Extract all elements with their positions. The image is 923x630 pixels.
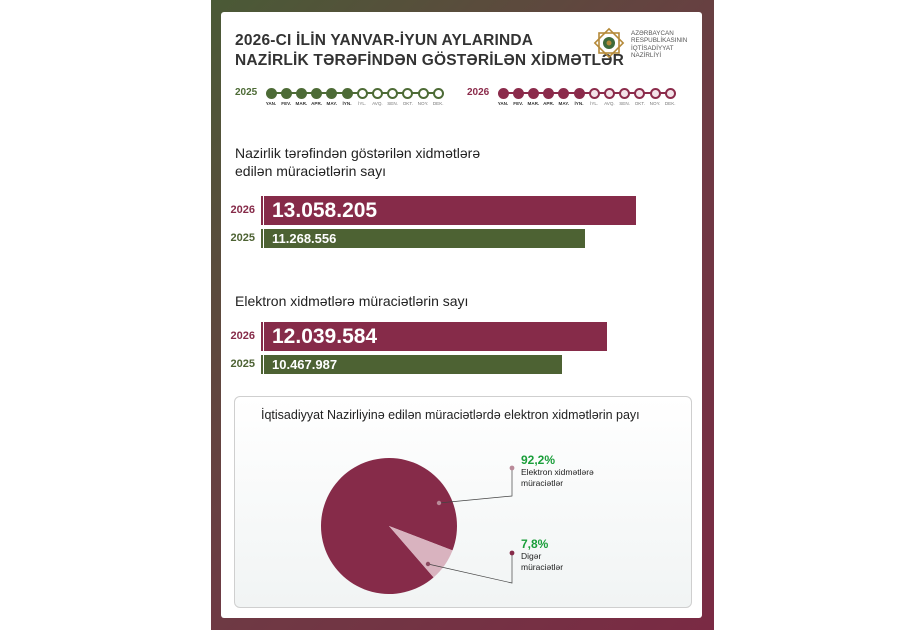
pie-chart: [235, 397, 691, 607]
timeline-month-dot: [387, 88, 398, 99]
timeline-year-label: 2026: [467, 87, 490, 98]
timeline-month-dot: [513, 88, 524, 99]
timeline-month-label: DEK.: [664, 101, 676, 106]
slice-label-other: 7,8% Digər müraciətlər: [521, 537, 564, 572]
infographic-card: [221, 12, 702, 618]
pie-title: İqtisadiyyat Nazirliyinə edilən müraciətlərdə elektron xidmətlərin payı: [261, 408, 640, 422]
timeline-month-dot: [418, 88, 429, 99]
leader-anchor-dot: [426, 562, 430, 566]
ministry-emblem-icon: [592, 26, 626, 60]
timeline-month-dot: [311, 88, 322, 99]
timeline-month-dot: [281, 88, 292, 99]
timeline-month-dot: [266, 88, 277, 99]
timeline-month-label: SEN.: [619, 101, 630, 106]
timeline-2026: [467, 87, 682, 109]
bar-value-label: 12.039.584: [272, 325, 378, 348]
leader-end-dot: [510, 466, 515, 471]
timeline-month-label: FEV.: [513, 101, 524, 106]
timeline-month-dot: [604, 88, 615, 99]
page-title-line2: NAZİRLİK TƏRƏFİNDƏN GÖSTƏRİLƏN XİDMƏTLƏR: [235, 52, 624, 69]
timeline-month-label: İYN.: [574, 101, 584, 106]
timeline-month-dot: [619, 88, 630, 99]
timeline-year-label: 2025: [235, 87, 258, 98]
timeline-month-label: MAR.: [295, 101, 308, 106]
timeline-month-dot: [543, 88, 554, 99]
timeline-month-label: OKT.: [634, 101, 645, 106]
leader-end-dot: [510, 551, 515, 556]
bar-axis: [261, 229, 263, 248]
ministry-name: AZƏRBAYCAN RESPUBLİKASININ İQTİSADİYYAT NAZİRLİYİ: [631, 30, 688, 60]
timeline-month-dot: [402, 88, 413, 99]
pie-panel: [234, 396, 692, 608]
timeline-month-dot: [296, 88, 307, 99]
timeline-month-label: OKT.: [402, 101, 413, 106]
leader-anchor-dot: [437, 501, 441, 505]
bar-axis: [261, 196, 263, 225]
slice-pct-electronic: 92,2%: [521, 453, 556, 467]
timeline-month-label: APR.: [543, 101, 555, 106]
timeline-month-dot: [357, 88, 368, 99]
timeline-month-dot: [558, 88, 569, 99]
timeline-month-label: MAR.: [527, 101, 540, 106]
timeline-month-label: AVQ.: [604, 101, 615, 106]
timeline-month-dot: [433, 88, 444, 99]
bar-chart-2: [221, 320, 702, 380]
bar-axis: [261, 322, 263, 351]
timeline-month-label: NOY.: [417, 101, 429, 106]
page-title-line1: 2026-CI İLİN YANVAR-İYUN AYLARINDA: [235, 32, 534, 49]
bar-2026: [264, 196, 636, 225]
timeline-month-dot: [342, 88, 353, 99]
timeline-month-dot: [498, 88, 509, 99]
timeline-month-dot: [634, 88, 645, 99]
bar-year-label: 2025: [230, 358, 255, 370]
timeline-month-label: MAY.: [558, 101, 570, 106]
timeline-month-dot: [665, 88, 676, 99]
timeline-month-label: YAN.: [265, 101, 277, 106]
timeline-month-dot: [326, 88, 337, 99]
bar-value-label: 13.058.205: [272, 199, 378, 222]
timeline-month-label: AVQ.: [372, 101, 383, 106]
timeline-month-label: YAN.: [497, 101, 509, 106]
timeline-month-label: İYL.: [358, 101, 367, 106]
timeline-month-label: İYL.: [590, 101, 599, 106]
bar-year-label: 2025: [230, 232, 255, 244]
timeline-month-dot: [372, 88, 383, 99]
timeline-month-label: SEN.: [387, 101, 398, 106]
timeline-month-dot: [589, 88, 600, 99]
timeline-month-label: İYN.: [342, 101, 352, 106]
bar-value-label: 11.268.556: [272, 231, 337, 246]
bar-axis: [261, 355, 263, 374]
bar-year-label: 2026: [230, 204, 255, 216]
timeline-month-label: MAY.: [326, 101, 338, 106]
timeline-month-label: APR.: [311, 101, 323, 106]
timeline-month-dot: [650, 88, 661, 99]
slice-pct-other: 7,8%: [521, 537, 549, 551]
timeline-2025: [235, 87, 450, 109]
timeline-month-dot: [528, 88, 539, 99]
timeline-month-label: DEK.: [432, 101, 444, 106]
timeline-month-dot: [574, 88, 585, 99]
timeline-month-label: FEV.: [281, 101, 292, 106]
section-2-heading: Elektron xidmətlərə müraciətlərin sayı: [235, 293, 469, 309]
bar-2025: [264, 355, 562, 374]
slice-label-electronic: 92,2% Elektron xidmətlərə müraciətlər: [521, 453, 594, 488]
bar-chart-1: [221, 194, 702, 254]
bar-2026: [264, 322, 607, 351]
section-1-heading: Nazirlik tərəfindən göstərilən xidmətlərə edilən müraciətlərin sayı: [235, 145, 481, 179]
bar-value-label: 10.467.987: [272, 357, 338, 372]
bar-2025: [264, 229, 585, 248]
timeline-month-label: NOY.: [649, 101, 661, 106]
bar-year-label: 2026: [230, 330, 255, 342]
